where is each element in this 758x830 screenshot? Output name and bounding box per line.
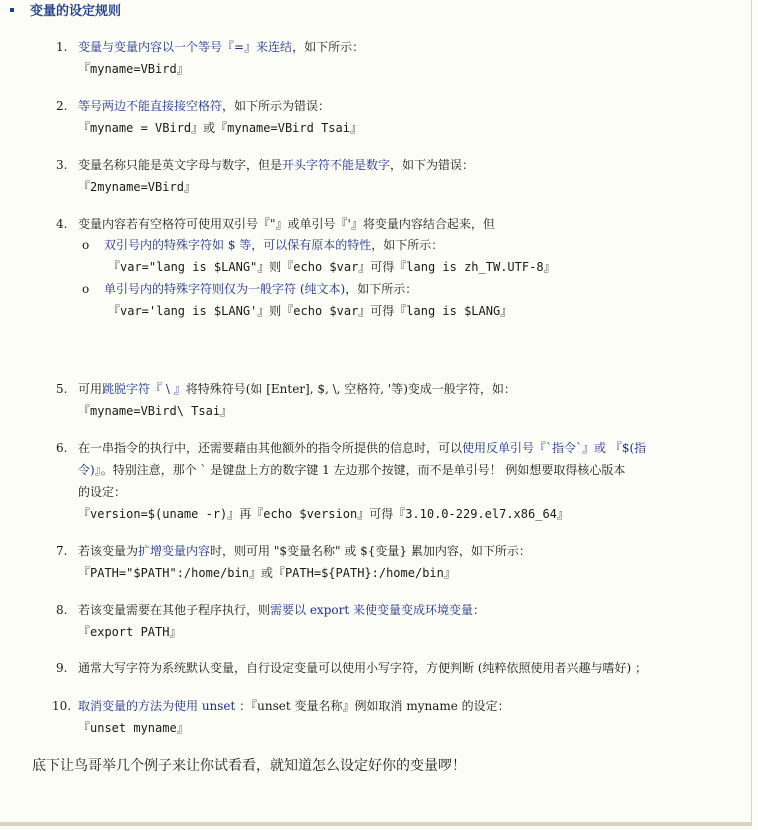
rule-item-8 (56, 599, 485, 643)
item-text: 若该变量需要在其他子程序执行，则 (78, 603, 271, 617)
code-example: 『PATH="$PATH":/home/bin』或『PATH=${PATH}:/home/bin』 (78, 566, 456, 580)
code-example: 『export PATH』 (78, 625, 182, 639)
item-highlight: 变量与变量内容以一个等号『=』来连结 (78, 40, 293, 54)
item-text: ，如下所示为错误： (222, 99, 331, 113)
square-bullet-icon (10, 8, 14, 12)
code-example: 『myname=VBird\ Tsai』 (78, 404, 233, 418)
code-example: 『var="lang is $LANG"』则『echo $var』可得『lang is zh_TW.UTF-8』 (108, 260, 556, 274)
item-number: 2. (56, 99, 68, 113)
item-number: 8. (56, 603, 68, 617)
item-text: ，如下为错误： (390, 158, 475, 172)
code-example: 『var='lang is $LANG'』则『echo $var』可得『lang is $LANG』 (108, 304, 513, 318)
subitem-text: ，如下所示： (371, 238, 444, 252)
code-example: 『myname = VBird』或『myname=VBird Tsai』 (78, 121, 362, 135)
item-highlight-cont: 令)』 (78, 463, 101, 477)
rule-item-7 (56, 540, 531, 584)
item-number: 9. (56, 661, 68, 675)
subitem-highlight: 单引号内的特殊字符则仅为一般字符 (纯文本) (104, 282, 346, 296)
code-example: 『unset myname』 (78, 721, 189, 735)
item-highlight: 使用反单引号『`指令`』或 『$(指 (462, 441, 647, 455)
item-number: 7. (56, 544, 68, 558)
code-example: 『myname=VBird』 (78, 62, 189, 76)
subitem-1 (82, 234, 556, 278)
item-text: ： (472, 603, 485, 617)
item-text: 时，则可用 "$变量名称" 或 ${变量} 累加内容，如下所示： (210, 544, 531, 558)
item-text: 若该变量为 (78, 544, 139, 558)
code-example: 『version=$(uname -r)』再『echo $version』可得『3.10.0-229.el7.x86_64』 (78, 507, 569, 521)
item-highlight: 扩增变量内容 (138, 544, 211, 558)
rule-item-1 (56, 36, 364, 80)
item-highlight: 跳脱字符『 \ 』 (102, 382, 186, 396)
item-number: 4. (56, 217, 68, 231)
item-text-cont: 的设定： (78, 485, 127, 499)
rule-item-5 (56, 378, 516, 422)
code-example: 『2myname=VBird』 (78, 180, 196, 194)
heading-text: 变量的设定规则 (30, 4, 122, 19)
rule-item-4 (56, 213, 495, 235)
item-text: 变量内容若有空格符可使用双引号『"』或单引号『'』将变量内容结合起来，但 (78, 217, 495, 231)
rule-item-10 (52, 695, 510, 739)
footer-paragraph: 底下让鸟哥举几个例子来让你试看看，就知道怎么设定好你的变量啰！ (32, 758, 466, 774)
item-number: 10. (52, 699, 72, 713)
item-text: 变量名称只能是英文字母与数字，但是 (78, 158, 283, 172)
item-number: 5. (56, 382, 68, 396)
item-number: 6. (56, 441, 68, 455)
item-text: 可用 (78, 382, 103, 396)
item-number: 3. (56, 158, 68, 172)
item-text: ：『unset 变量名称』例如取消 myname 的设定： (235, 699, 510, 713)
item-text-cont: 。特别注意，那个 ` 是键盘上方的数字键 1 左边那个按键，而不是单引号！ 例如想要取得核心版本 (100, 463, 626, 477)
rule-item-9 (56, 657, 647, 679)
item-number: 1. (56, 40, 68, 54)
item-highlight: 开头字符不能是数字 (282, 158, 391, 172)
section-heading (10, 0, 121, 19)
rule-item-2 (56, 95, 362, 139)
circle-bullet-icon: o (82, 238, 90, 252)
subitem-text: ，如下所示： (345, 282, 418, 296)
item-text: ，如下所示： (292, 40, 365, 54)
rule-item-3 (56, 154, 474, 198)
rule-item-6 (56, 437, 716, 525)
circle-bullet-icon: o (82, 282, 90, 296)
item-text: 通常大写字符为系统默认变量，自行设定变量可以使用小写字符，方便判断 (纯粹依照使用者兴趣与嗜好) ； (78, 661, 647, 675)
subitem-highlight: 双引号内的特殊字符如 $ 等，可以保有原本的特性 (104, 238, 372, 252)
item-highlight: 取消变量的方法为使用 unset (78, 699, 236, 713)
item-highlight: 等号两边不能直接接空格符 (78, 99, 223, 113)
item-highlight: 需要以 export 来使变量变成环境变量 (270, 603, 473, 617)
item-text: 将特殊符号(如 [Enter], $, \, 空格符, '等)变成一般字符，如： (185, 382, 516, 396)
item-text: 在一串指令的执行中，还需要藉由其他额外的指令所提供的信息时，可以 (78, 441, 463, 455)
subitem-2 (82, 278, 513, 322)
